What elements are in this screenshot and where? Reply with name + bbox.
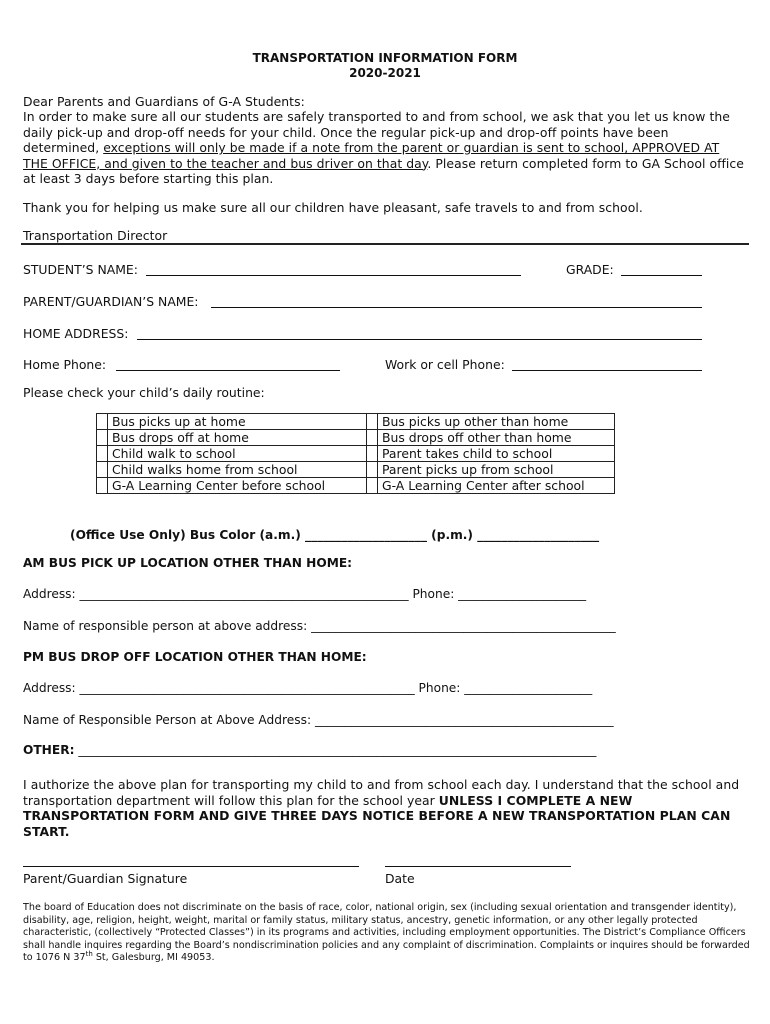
routine-checkbox[interactable] [367,462,378,478]
routine-option: Parent picks up from school [378,462,615,478]
routine-checkbox[interactable] [367,478,378,494]
bus-color-field[interactable]: (Office Use Only) Bus Color (a.m.) ____________________ (p.m.) ____________________ [70,528,600,542]
home-address-label: HOME ADDRESS: [23,326,129,341]
notice-text: The board of Education does not discriminate on the basis of race, color, national origin, sex (including sexual orientation and transgender identity), disability, age, religion, height, weight, marital or family status, military status, ancestry, genetic information, or any other legally protected characteristic, (collectively “Protected Classes”) in its programs and activities, including employment opportunities. The District’s Compliance Officers shall handle inquires regarding the Board’s nondiscrimination policies and any complaint of discrimination. Complaints or inquires should be forwarded to 1076 N 37 [23,902,750,963]
routine-option: Child walk to school [108,446,367,462]
other-row[interactable] [23,743,596,757]
am-heading: AM BUS PICK UP LOCATION OTHER THAN HOME: [23,556,353,570]
routine-option: Bus drops off at home [108,430,367,446]
routine-option: Parent takes child to school [378,446,615,462]
grade-label: GRADE: [566,262,614,277]
exception-note: exceptions will only be made if a note from the parent or guardian is sent to school, APPROVED AT THE OFFICE, and given to the teacher and bus driver on that day [23,140,720,171]
parent-name-field[interactable] [211,307,702,308]
work-phone-label: Work or cell Phone: [385,357,505,372]
am-address-field[interactable]: Address: ______________________________________________________ Phone: _____________________ [23,587,587,601]
other-label: OTHER: [23,743,75,757]
intro-paragraph [23,109,748,187]
thanks-text: Thank you for helping us make sure all our children have pleasant, safe travels to and from school. [23,200,643,215]
routine-row [97,478,615,494]
routine-prompt: Please check your child’s daily routine: [23,385,265,400]
pm-address-field[interactable]: Address: _______________________________________________________ Phone: _____________________ [23,681,593,695]
home-address-field[interactable] [137,339,702,340]
authorization-bold: UNLESS I COMPLETE A NEW TRANSPORTATION FORM AND GIVE THREE DAYS NOTICE BEFORE A NEW TRANSPORTATION PLAN CAN START. [23,792,731,839]
signature-label: Parent/Guardian Signature [23,871,188,886]
intro-text-1: In order to make sure all our students are safely transported to and from school, we ask that you let us know the daily pick-up and drop-off needs for your child. Once the regular pick-up and drop-off points have been determined, [23,109,730,155]
routine-option: Bus drops off other than home [378,430,615,446]
section-divider [21,243,749,245]
routine-row [97,462,615,478]
form-title: TRANSPORTATION INFORMATION FORM [252,51,518,65]
routine-option: G-A Learning Center before school [108,478,367,494]
notice-text-end: St, Galesburg, MI 49053. [92,952,215,963]
routine-option: Bus picks up at home [108,414,367,430]
student-name-label: STUDENT’S NAME: [23,262,138,277]
notice-sup: th [85,949,93,958]
authorization-part: I authorize the above plan for transporting my child to and from school each day. I understand that the school and transportation department will follow this plan for the school year [23,777,740,808]
home-phone-label: Home Phone: [23,357,107,372]
form-year: 2020-2021 [349,66,421,80]
routine-option: Child walks home from school [108,462,367,478]
parent-name-label: PARENT/GUARDIAN’S NAME: [23,294,199,309]
routine-checkbox[interactable] [97,414,108,430]
routine-checkbox[interactable] [367,430,378,446]
nondiscrimination-notice [23,902,751,965]
date-label: Date [385,871,415,886]
routine-checkbox[interactable] [367,414,378,430]
grade-field[interactable] [621,275,702,276]
routine-checkbox[interactable] [97,430,108,446]
routine-checkbox[interactable] [367,446,378,462]
pm-responsible-field[interactable]: Name of Responsible Person at Above Address: _________________________________________________ [23,713,614,727]
student-name-field[interactable] [146,275,521,276]
pm-heading: PM BUS DROP OFF LOCATION OTHER THAN HOME: [23,650,367,664]
authorization-text [23,777,751,839]
am-responsible-field[interactable]: Name of responsible person at above address: __________________________________________________ [23,619,616,633]
routine-table [96,413,615,494]
date-field[interactable] [385,866,571,867]
intro-text-2: . Please return completed form to GA School office at least 3 days before starting this plan. [23,155,744,186]
routine-row [97,446,615,462]
routine-checkbox[interactable] [97,446,108,462]
home-phone-field[interactable] [116,370,340,371]
work-phone-field[interactable] [512,370,702,371]
routine-checkbox[interactable] [97,462,108,478]
routine-row [97,430,615,446]
other-field[interactable]: _____________________________________________________________________________________ [74,743,597,757]
signature-field[interactable] [23,866,359,867]
routine-option: Bus picks up other than home [378,414,615,430]
routine-checkbox[interactable] [97,478,108,494]
routine-row [97,414,615,430]
routine-option: G-A Learning Center after school [378,478,615,494]
signoff: Transportation Director [23,228,168,243]
salutation: Dear Parents and Guardians of G-A Students: [23,94,305,109]
